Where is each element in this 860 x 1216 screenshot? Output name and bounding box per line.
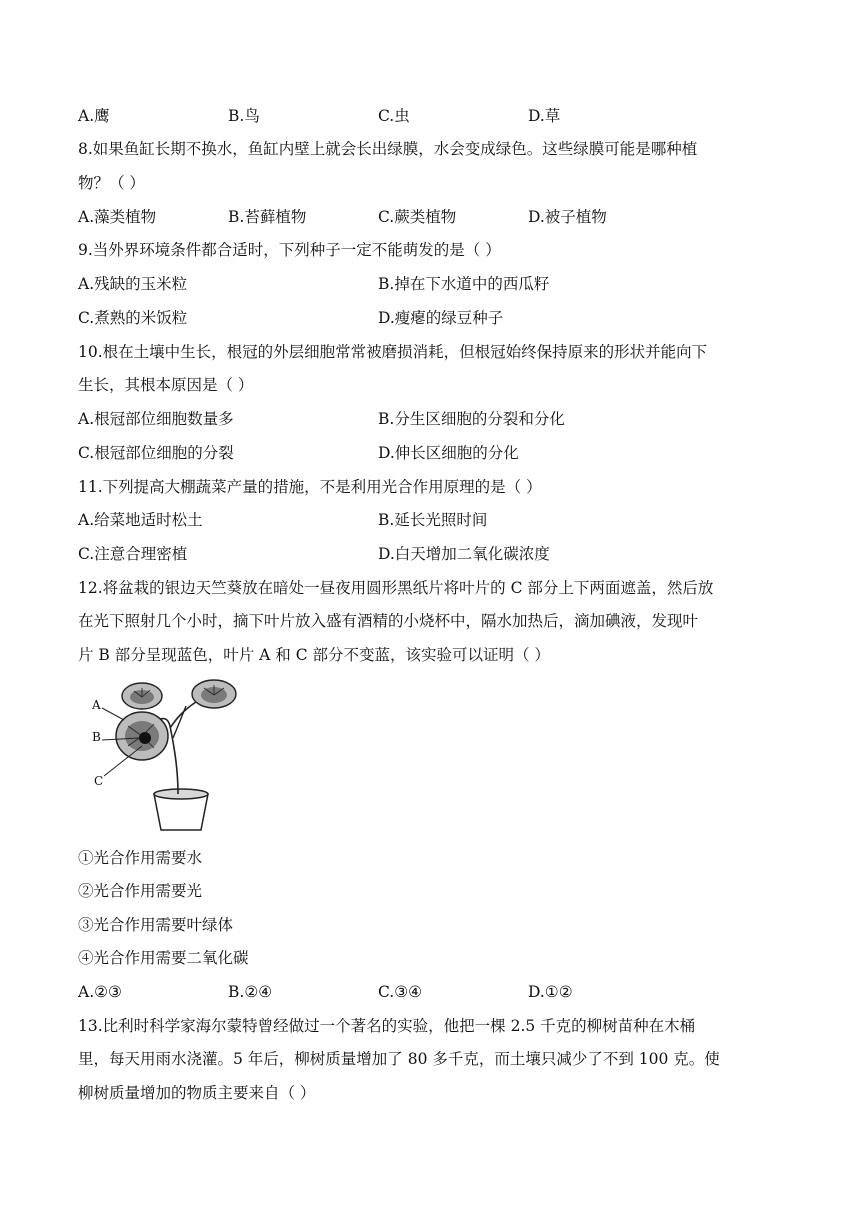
q10-option-c: C.根冠部位细胞的分裂 <box>78 444 234 462</box>
q13-stem-line2: 里，每天用雨水浇灌。5 年后，柳树质量增加了 80 多千克，而土壤只减少了不到 100 克。使 <box>78 1050 720 1068</box>
q9-option-d: D.瘦瘪的绿豆种子 <box>378 309 504 327</box>
q9-option-c: C.煮熟的米饭粒 <box>78 309 188 327</box>
q11-option-a: A.给菜地适时松土 <box>78 511 203 529</box>
q11-option-c: C.注意合理密植 <box>78 545 188 563</box>
q8-option-b: B.苔藓植物 <box>228 208 307 226</box>
q13-stem-line3: 柳树质量增加的物质主要来自（ ） <box>78 1084 316 1102</box>
q12-statement-1: ①光合作用需要水 <box>78 849 203 867</box>
q8-option-c: C.蕨类植物 <box>378 208 457 226</box>
q10-stem-line1: 10.根在土壤中生长，根冠的外层细胞常常被磨损消耗，但根冠始终保持原来的形状并能向下 <box>78 343 708 361</box>
q8-stem-line2: 物？（ ） <box>78 174 145 192</box>
geranium-plant-illustration <box>82 676 252 836</box>
q10-option-b: B.分生区细胞的分裂和分化 <box>378 410 565 428</box>
q11-option-b: B.延长光照时间 <box>378 511 488 529</box>
q10-option-a: A.根冠部位细胞数量多 <box>78 410 234 428</box>
q7-option-d: D.草 <box>528 107 561 125</box>
q12-statement-4: ④光合作用需要二氧化碳 <box>78 949 249 967</box>
q12-stem-line2: 在光下照射几个小时，摘下叶片放入盛有酒精的小烧杯中，隔水加热后，滴加碘液，发现叶 <box>78 612 699 630</box>
q11-stem: 11.下列提高大棚蔬菜产量的措施，不是利用光合作用原理的是（ ） <box>78 478 542 496</box>
q8-option-a: A.藻类植物 <box>78 208 157 226</box>
q8-stem-line1: 8.如果鱼缸长期不换水，鱼缸内壁上就会长出绿膜，水会变成绿色。这些绿膜可能是哪种植 <box>78 140 698 158</box>
figure-label-b: B <box>92 730 101 744</box>
q9-option-a: A.残缺的玉米粒 <box>78 275 188 293</box>
q7-option-b: B.鸟 <box>228 107 260 125</box>
q9-stem: 9.当外界环境条件都合适时，下列种子一定不能萌发的是（ ） <box>78 241 501 259</box>
q10-stem-line2: 生长，其根本原因是（ ） <box>78 376 254 394</box>
q9-option-b: B.掉在下水道中的西瓜籽 <box>378 275 550 293</box>
q11-option-d: D.白天增加二氧化碳浓度 <box>378 545 550 563</box>
q7-option-a: A.鹰 <box>78 107 110 125</box>
q12-statement-2: ②光合作用需要光 <box>78 882 203 900</box>
q12-option-a: A.②③ <box>78 983 122 1001</box>
q12-stem-line3: 片 B 部分呈现蓝色，叶片 A 和 C 部分不变蓝，该实验可以证明（ ） <box>78 646 550 664</box>
q12-option-d: D.①② <box>528 983 573 1001</box>
q10-option-d: D.伸长区细胞的分化 <box>378 444 519 462</box>
q8-option-d: D.被子植物 <box>528 208 607 226</box>
q13-stem-line1: 13.比利时科学家海尔蒙特曾经做过一个著名的实验，他把一棵 2.5 千克的柳树苗种在木桶 <box>78 1017 696 1035</box>
geranium-plant-figure <box>82 676 252 836</box>
q12-option-c: C.③④ <box>378 983 423 1001</box>
q12-option-b: B.②④ <box>228 983 273 1001</box>
q7-option-c: C.虫 <box>378 107 410 125</box>
q12-statement-3: ③光合作用需要叶绿体 <box>78 916 234 934</box>
q12-stem-line1: 12.将盆栽的银边天竺葵放在暗处一昼夜用圆形黑纸片将叶片的 C 部分上下两面遮盖，然后放 <box>78 579 714 597</box>
figure-label-a: A <box>92 698 101 712</box>
figure-label-c: C <box>94 774 104 788</box>
